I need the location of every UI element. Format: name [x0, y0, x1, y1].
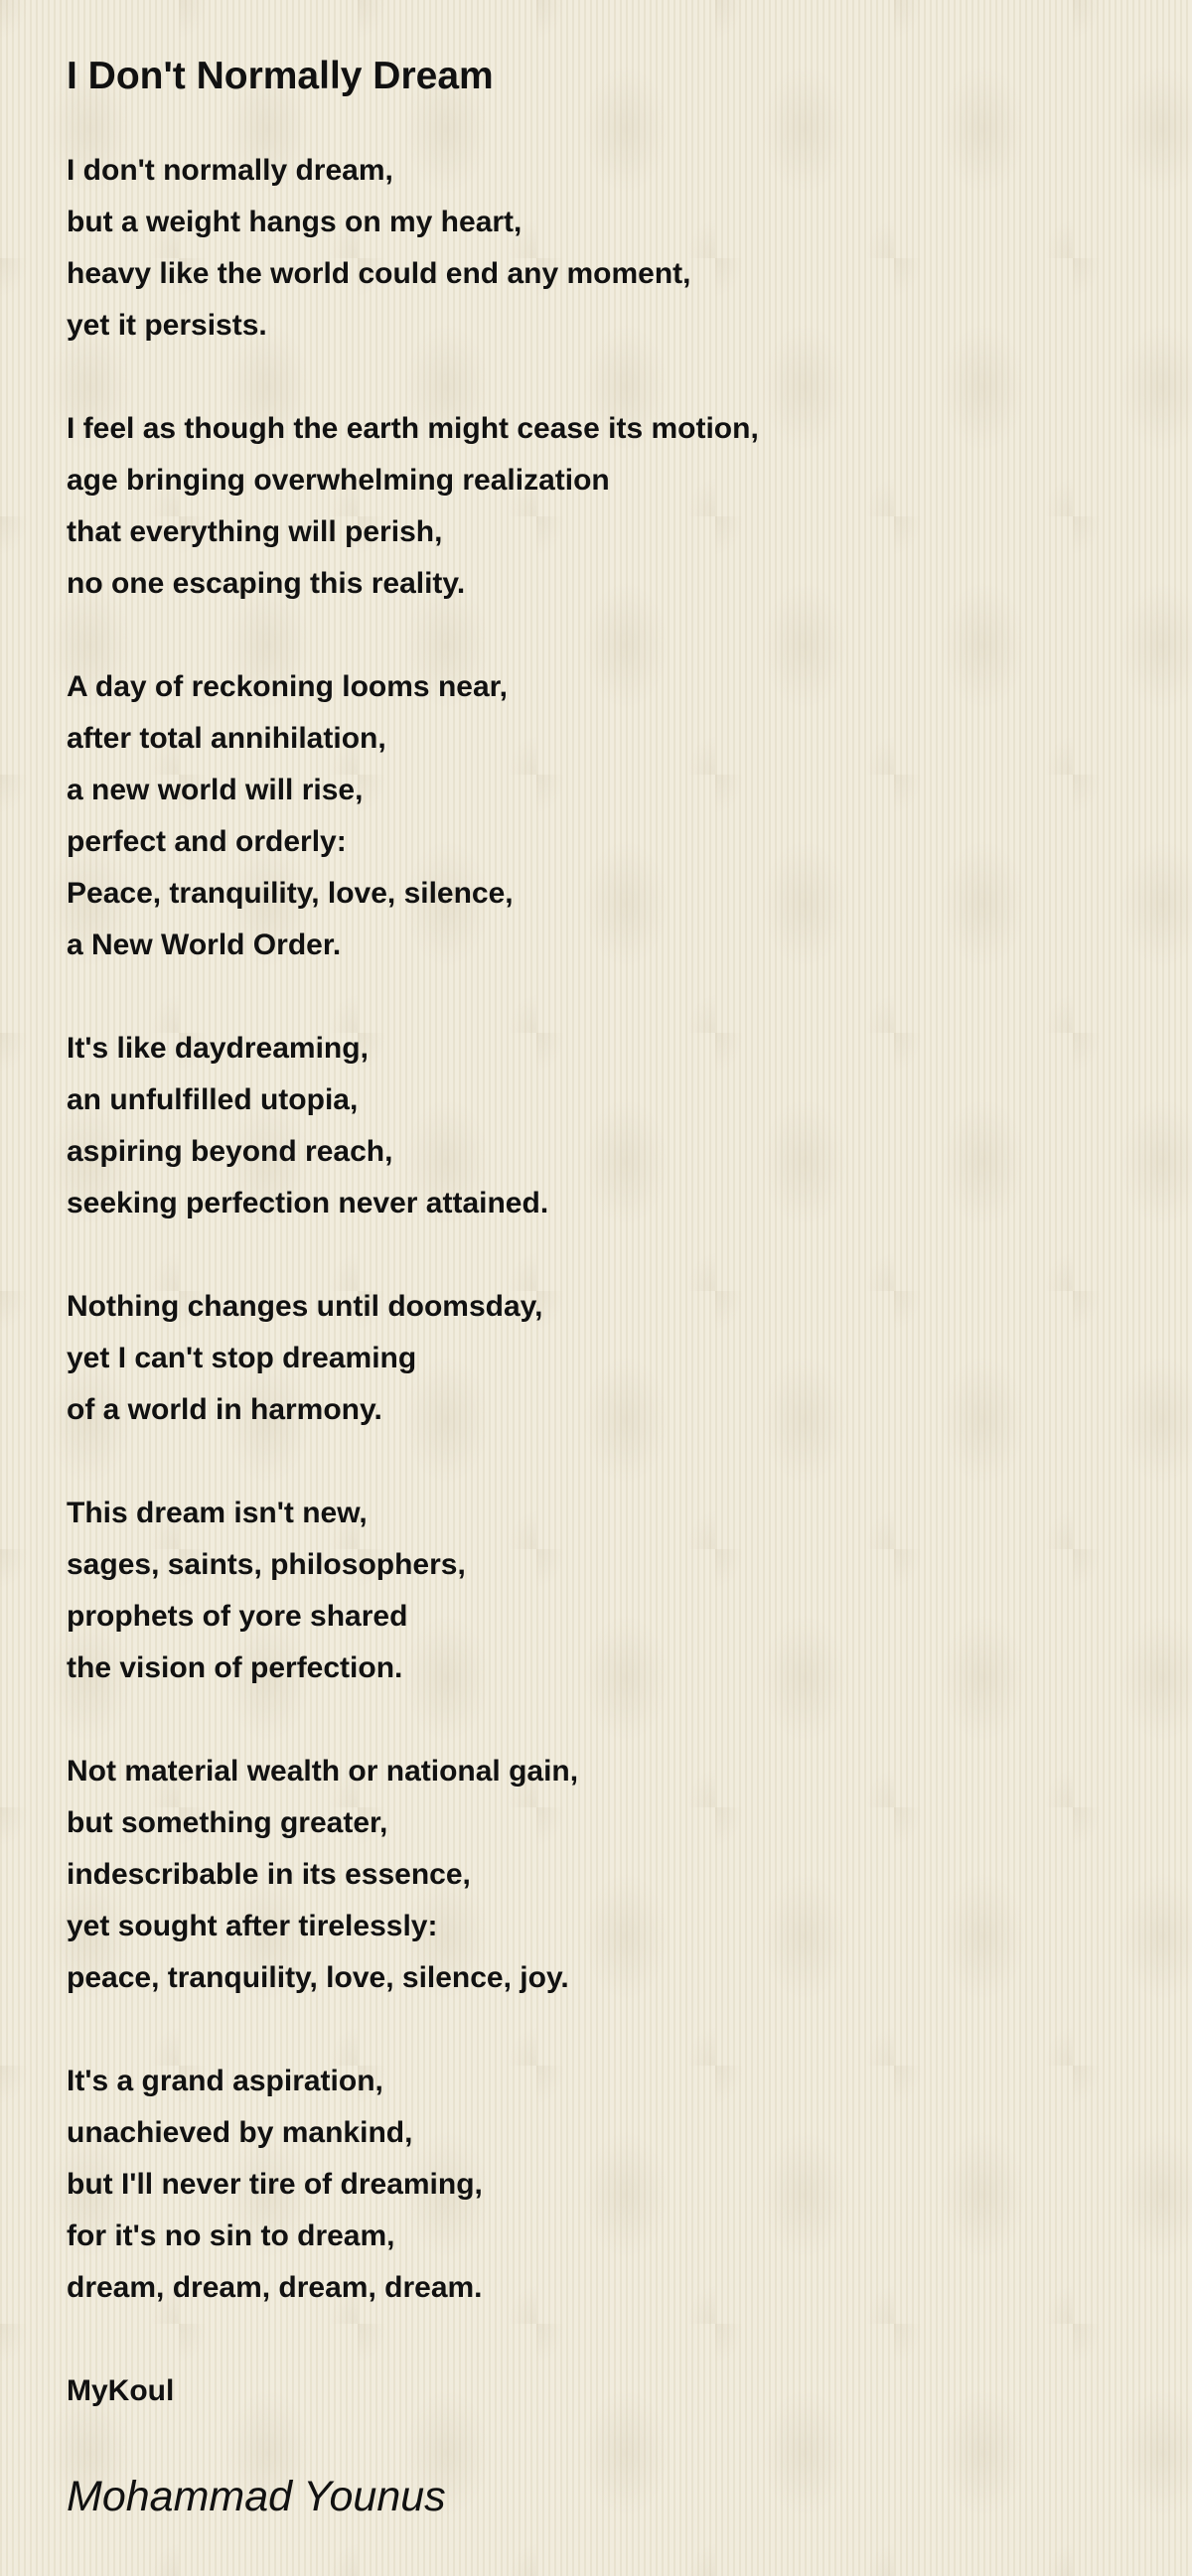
poem-line: a New World Order. [67, 929, 342, 961]
poem-line: yet sought after tirelessly: [67, 1910, 438, 1942]
poem-line: I feel as though the earth might cease its motion, [67, 412, 759, 445]
stanza-6 [67, 1488, 1192, 1694]
poem-line: but I'll never tire of dreaming, [67, 2168, 483, 2201]
poem-line: unachieved by mankind, [67, 2116, 413, 2149]
poem-line: This dream isn't new, [67, 1497, 368, 1529]
poem-line: but something greater, [67, 1806, 388, 1839]
poem-line: Nothing changes until doomsday, [67, 1290, 543, 1323]
poem-line: seeking perfection never attained. [67, 1187, 549, 1219]
poem-line: It's a grand aspiration, [67, 2065, 383, 2097]
poem-line: Not material wealth or national gain, [67, 1755, 579, 1788]
poem-line: I don't normally dream, [67, 154, 393, 187]
stanza-4 [67, 1023, 1192, 1229]
poem-author[interactable]: Mohammad Younus [67, 2473, 446, 2520]
poem-line: perfect and orderly: [67, 825, 347, 858]
poem-line: of a world in harmony. [67, 1393, 382, 1426]
poem-line: A day of reckoning looms near, [67, 670, 508, 703]
poem-line: peace, tranquility, love, silence, joy. [67, 1961, 569, 1994]
poem-line: dream, dream, dream, dream. [67, 2271, 483, 2304]
poem-line: heavy like the world could end any moment, [67, 257, 691, 290]
poem-line: but a weight hangs on my heart, [67, 206, 522, 238]
poem-line: yet it persists. [67, 309, 267, 342]
poem-line: that everything will perish, [67, 515, 443, 548]
stanza-7 [67, 1746, 1192, 2004]
poem-line: age bringing overwhelming realization [67, 464, 610, 497]
stanza-5 [67, 1281, 1192, 1436]
poem-signature: MyKoul [67, 2374, 175, 2407]
poem-line: no one escaping this reality. [67, 567, 466, 600]
poem-line: for it's no sin to dream, [67, 2219, 395, 2252]
poem-line: Peace, tranquility, love, silence, [67, 877, 514, 910]
poem-title: I Don't Normally Dream [67, 55, 494, 97]
poem-line: an unfulfilled utopia, [67, 1083, 359, 1116]
poem-line: a new world will rise, [67, 774, 364, 806]
poem-line: after total annihilation, [67, 722, 386, 755]
stanza-1 [67, 145, 1192, 352]
poem-line: prophets of yore shared [67, 1600, 408, 1633]
stanza-3 [67, 661, 1192, 971]
stanza-2 [67, 403, 1192, 610]
stanza-8 [67, 2056, 1192, 2314]
poem-line: yet I can't stop dreaming [67, 1342, 417, 1374]
poem-line: the vision of perfection. [67, 1651, 403, 1684]
poem-line: aspiring beyond reach, [67, 1135, 393, 1168]
poem-line: sages, saints, philosophers, [67, 1548, 466, 1581]
poem-line: indescribable in its essence, [67, 1858, 471, 1891]
poem-line: It's like daydreaming, [67, 1032, 369, 1065]
